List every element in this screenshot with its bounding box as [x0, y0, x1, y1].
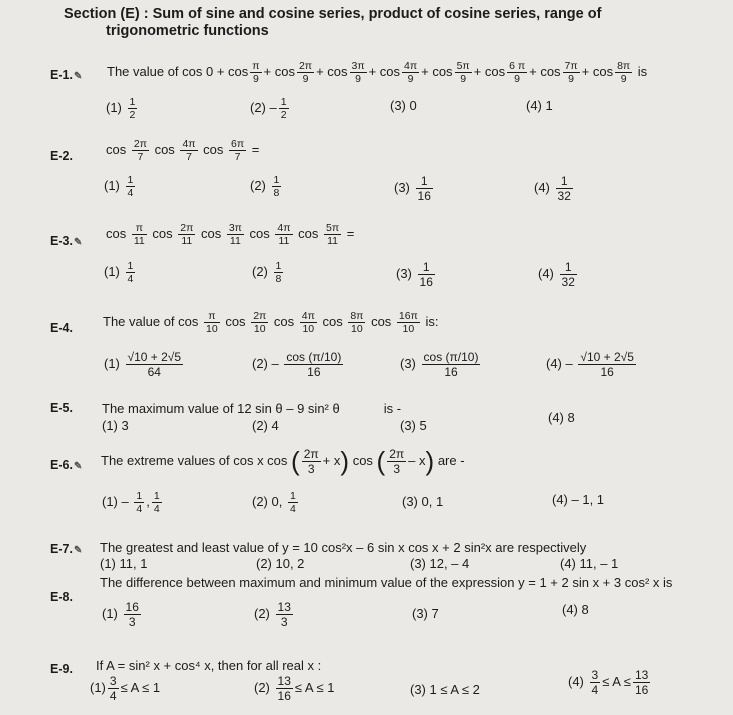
option-3[interactable]: (3) 1 ≤ A ≤ 2 [410, 682, 480, 697]
option-4[interactable]: (4) 1 [526, 98, 553, 113]
section-title-line1: Section (E) : Sum of sine and cosine series, product of cosine series, range of [64, 6, 602, 22]
question-stem: If A = sin² x + cos⁴ x, then for all real x : [96, 658, 322, 673]
option-3[interactable]: (3) 12, – 4 [410, 556, 470, 571]
option-1[interactable]: (1) $\frac{3}{4}$ ≤ A ≤ 1 [90, 674, 161, 703]
option-4[interactable]: (4) – 1, 1 [552, 492, 605, 507]
question-stem: The maximum value of 12 sin θ – 9 sin² θ is - [102, 401, 402, 416]
option-1[interactable]: (1) 11, 1 [100, 556, 148, 571]
pencil-mark-icon: ✎ [73, 237, 83, 248]
option-3[interactable]: (3) 7 [412, 606, 439, 621]
question-stem: cos $\frac{2\pi}{7}$ cos $\frac{4\pi}{7}$ cos $\frac{6\pi}{7}$ = [106, 138, 260, 163]
question-number: E-4. [50, 321, 73, 335]
fraction: $\frac{4\pi}{7}$ [182, 138, 196, 163]
question-number: E-7.✎ [50, 542, 83, 556]
fraction: $\frac{16\pi}{10}$ [398, 310, 418, 335]
option-1[interactable]: (1) $\frac{1}{4}$ [104, 174, 134, 199]
option-3[interactable]: (3) 5 [400, 418, 427, 433]
question-number: E-5. [50, 401, 73, 415]
option-2[interactable]: (2) $\frac{1}{8}$ [250, 174, 280, 199]
question-stem: The greatest and least value of y = 10 cos²x – 6 sin x cos x + 2 sin²x are respectively [100, 540, 587, 555]
fraction: $\frac{3\pi}{9}$ [351, 60, 365, 85]
pencil-mark-icon: ✎ [73, 461, 83, 472]
option-1[interactable]: (1) – $\frac{1}{4}$ , $\frac{1}{4}$ [102, 490, 160, 515]
question-number: E-9. [50, 662, 73, 676]
pencil-mark-icon: ✎ [73, 71, 83, 82]
option-4[interactable]: (4) $\frac{3}{4}$ ≤ A ≤ $\frac{13}{16}$ [568, 668, 649, 697]
option-4[interactable]: (4) 8 [562, 602, 589, 617]
fraction: $\frac{2\pi}{7}$ [133, 138, 147, 163]
fraction: $\frac{\pi}{10}$ [206, 310, 218, 335]
fraction: $\frac{7\pi}{9}$ [564, 60, 578, 85]
fraction: $\frac{2\pi}{11}$ [180, 222, 194, 247]
fraction: $\frac{2\pi}{3}$ [389, 447, 405, 476]
pencil-mark-icon: ✎ [73, 545, 83, 556]
option-2[interactable]: (2) $\frac{1}{8}$ [252, 260, 282, 285]
option-4[interactable]: (4) $\frac{1}{32}$ [538, 260, 575, 289]
option-4[interactable]: (4) 8 [548, 410, 575, 425]
question-number: E-6.✎ [50, 458, 83, 472]
option-1[interactable]: (1) $\frac{1}{4}$ [104, 260, 134, 285]
section-heading [64, 6, 704, 39]
option-4[interactable]: (4) 11, – 1 [560, 556, 619, 571]
fraction: $\frac{2\pi}{3}$ [303, 447, 319, 476]
question-number: E-2. [50, 149, 73, 163]
question-stem: The extreme values of cos x cos ( $\frac{2\pi}{3}$ + x) cos ( $\frac{2\pi}{3}$ – x) are - [101, 446, 465, 476]
fraction: $\frac{4\pi}{9}$ [404, 60, 418, 85]
option-3[interactable]: (3) $\frac{1}{16}$ [394, 174, 431, 203]
option-2[interactable]: (2) $\frac{13}{3}$ [254, 600, 291, 629]
option-3[interactable]: (3) 0 [390, 98, 417, 113]
fraction: $\frac{4\pi}{11}$ [277, 222, 291, 247]
question-stem: The value of cos $\frac{\pi}{10}$ cos $\frac{2\pi}{10}$ cos $\frac{4\pi}{10}$ cos $\frac{8\pi}{10}$ cos $\frac{16\pi}{10}$ is: [103, 310, 439, 335]
option-3[interactable]: (3) $\frac{\cos (\pi/10)}{16}$ [400, 350, 479, 379]
option-1[interactable]: (1) 3 [102, 418, 129, 433]
fraction: $\frac{5\pi}{11}$ [325, 222, 340, 247]
question-stem: The value of cos 0 + cos $\frac{\pi}{9}$ + cos $\frac{2\pi}{9}$ + cos $\frac{3\pi}{9}$ + cos $\frac{4\pi}{9}$ + cos $\frac{5\pi}{9}$ + cos $\frac{6 \pi}{9}$ + cos $\frac{7\pi}{9}$ + cos $\frac{8\pi}{9}$ is [107, 60, 648, 85]
question-number: E-8. [50, 590, 73, 604]
option-2[interactable]: (2) – $\frac{1}{2}$ [250, 96, 287, 121]
question-number: E-3.✎ [50, 234, 83, 248]
fraction: $\frac{\pi}{11}$ [133, 222, 145, 247]
option-3[interactable]: (3) 0, 1 [402, 494, 444, 509]
question-stem: The difference between maximum and minimum value of the expression y = 1 + 2 sin x + 3 cos² x is [100, 575, 673, 590]
option-4[interactable]: (4) $\frac{1}{32}$ [534, 174, 571, 203]
fraction: $\frac{6 \pi}{9}$ [509, 60, 526, 85]
question-number: E-1.✎ [50, 68, 83, 82]
option-2[interactable]: (2) $\frac{13}{16}$ ≤ A ≤ 1 [254, 674, 335, 703]
fraction: $\frac{3\pi}{11}$ [228, 222, 242, 247]
option-1[interactable]: (1) $\frac{√10 + 2√5}{64}$ [104, 350, 182, 379]
option-1[interactable]: (1) $\frac{16}{3}$ [102, 600, 139, 629]
fraction: $\frac{2\pi}{9}$ [298, 60, 313, 85]
option-2[interactable]: (2) 4 [252, 418, 279, 433]
fraction: $\frac{5\pi}{9}$ [456, 60, 470, 85]
option-2[interactable]: (2) 0, $\frac{1}{4}$ [252, 490, 296, 515]
option-2[interactable]: (2) 10, 2 [256, 556, 305, 571]
section-title-line2: trigonometric functions [106, 23, 269, 39]
fraction: $\frac{8\pi}{9}$ [617, 60, 631, 85]
option-3[interactable]: (3) $\frac{1}{16}$ [396, 260, 433, 289]
fraction: $\frac{6\pi}{7}$ [231, 138, 245, 163]
option-2[interactable]: (2) – $\frac{\cos (\pi/10)}{16}$ [252, 350, 342, 379]
option-4[interactable]: (4) – $\frac{√10 + 2√5}{16}$ [546, 350, 634, 379]
fraction: $\frac{2\pi}{10}$ [253, 310, 267, 335]
question-stem: cos $\frac{\pi}{11}$ cos $\frac{2\pi}{11}$ cos $\frac{3\pi}{11}$ cos $\frac{4\pi}{11}$ cos $\frac{5\pi}{11}$ = [106, 222, 355, 247]
option-1[interactable]: (1) $\frac{1}{2}$ [106, 96, 136, 121]
fraction: $\frac{8\pi}{10}$ [350, 310, 364, 335]
fraction: $\frac{4\pi}{10}$ [301, 310, 315, 335]
fraction: $\frac{\pi}{9}$ [252, 60, 260, 85]
